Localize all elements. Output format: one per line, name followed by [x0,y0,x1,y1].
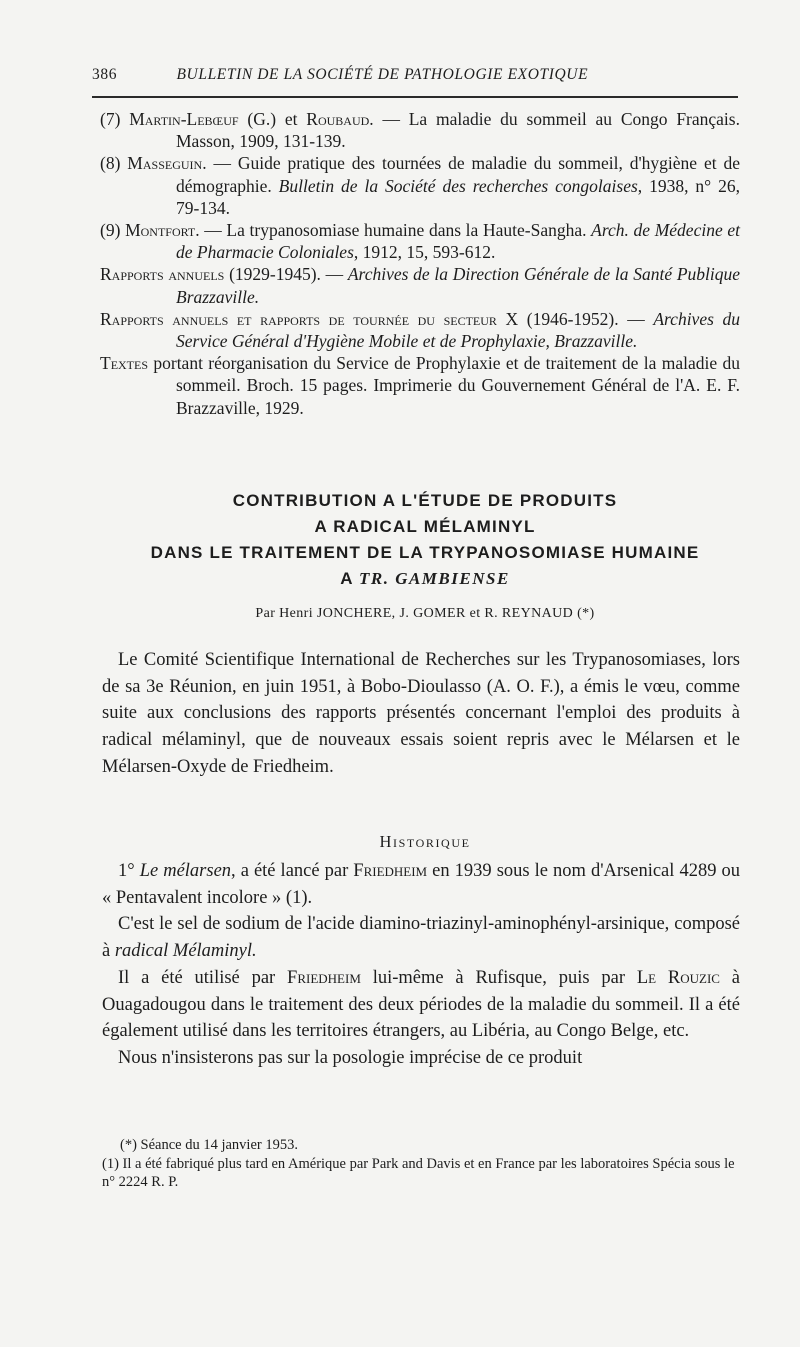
paragraph-3: Il a été utilisé par Friedheim lui-même à Rufisque, puis par Le Rouzic à Ouagadougou dans le traitement des deux périodes de la maladie du sommeil. Il a été également utilisé dans les territoires étrangers, au Libéria, au Congo Belge, etc. [102,967,740,1042]
reference-rapports-tournee: Rapports annuels et rapports de tournée du secteur X (1946-1952). — Archives du Service Général d'Hygiène Mobile et de Prophylaxie, Brazzaville. [100,308,741,352]
section-title: Historique [379,832,471,851]
running-header [92,66,732,84]
footnote-1: (1) Il a été fabriqué plus tard en Amérique par Park and Davis et en France par les laboratoires Spécia sous le n° 2224 R. P. [102,1155,735,1190]
article-title: CONTRIBUTION A L'ÉTUDE DE PRODUITS A RADICAL MÉLAMINYL DANS LE TRAITEMENT DE LA TRYPANOSOMIASE HUMAINE A TR. GAMBIENSE [150,491,700,588]
reference-rapports-annuels: Rapports annuels (1929-1945). — Archives de la Direction Générale de la Santé Publique Brazzaville. [100,264,740,307]
reference-textes: Textes portant réorganisation du Service de Prophylaxie et de traitement de la maladie du sommeil. Broch. 15 pages. Imprimerie du Gouvernement Général de l'A. E. F. Brazzaville, 1929. [100,353,740,418]
footnotes [102,1136,742,1192]
reference-8: (8) Masseguin. — Guide pratique des tournées de maladie du sommeil, d'hygiène et de démographie. Bulletin de la Société des recherches congolaises, 1938, n° 26, 79-134. [100,153,740,218]
reference-9: (9) Montfort. — La trypanosomiase humaine dans la Haute-Sangha. Arch. de Médecine et de Pharmacie Coloniales, 1912, 15, 593-612. [100,220,741,263]
header-rule [92,96,738,98]
paragraph-2: C'est le sel de sodium de l'acide diamino-triazinyl-aminophényl-arsinique, composé à radical Mélaminyl. [102,914,740,962]
historique-body [102,858,740,1072]
intro-paragraph: Le Comité Scientifique International de Recherches sur les Trypanosomiases, lors de sa 3e Réunion, en juin 1951, à Bobo-Dioulasso (A. O. F.), a émis le vœu, comme suite aux conclusions des rapports présentés concernant l'emploi des produits à radical mélaminyl, que de nouveaux essais soient repris avec le Mélarsen et le Mélarsen-Oxyde de Friedheim. [102,650,740,777]
paragraph-4: Nous n'insisterons pas sur la posologie imprécise de ce produit [118,1047,583,1068]
reference-7: (7) Martin-Lebœuf (G.) et Roubaud. — La maladie du sommeil au Congo Français. Masson, 1909, 131-139. [100,109,740,152]
running-title: BULLETIN DE LA SOCIÉTÉ DE PATHOLOGIE EXOTIQUE [176,66,589,83]
footnote-seance: (*) Séance du 14 janvier 1953. [120,1137,298,1153]
article-authors: Par Henri JONCHERE, J. GOMER et R. REYNAUD (*) [255,606,595,621]
page-number: 386 [92,66,118,83]
reference-list [100,108,740,419]
paragraph-1: 1° Le mélarsen, a été lancé par Friedheim en 1939 sous le nom d'Arsenical 4289 ou « Pentavalent incolore » (1). [102,861,740,908]
